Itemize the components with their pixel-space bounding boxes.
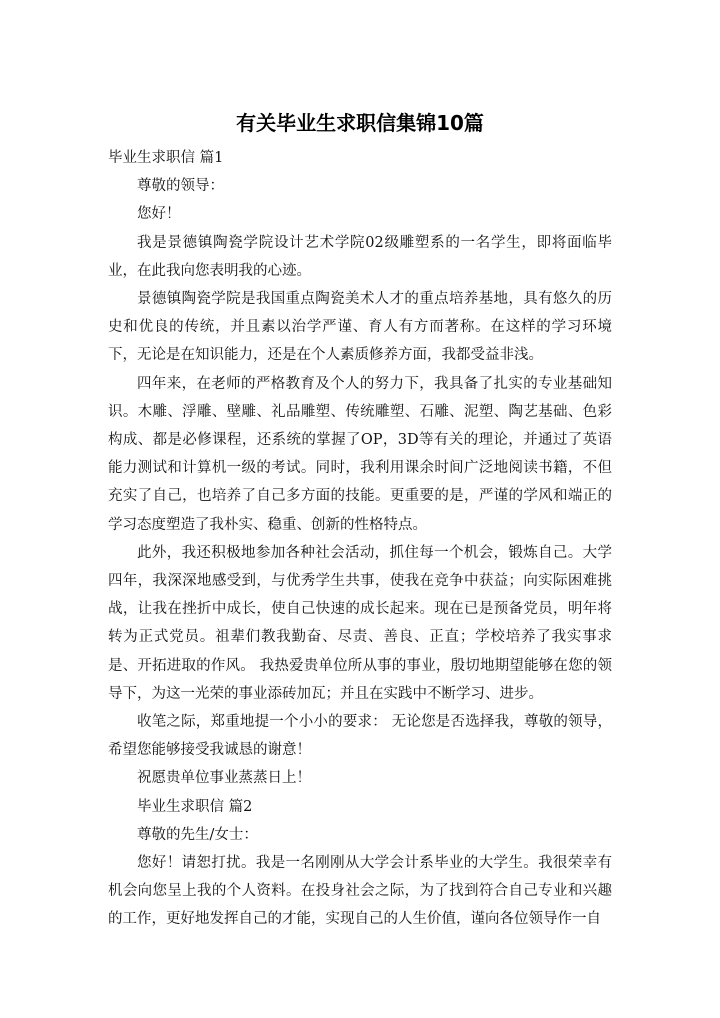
paragraph: 您好！请恕打扰。我是一名刚刚从大学会计系毕业的大学生。我很荣幸有机会向您呈上我的个人资料。在投身社会之际，为了找到符合自己专业和兴趣的工作，更好地发挥自己的才能，实现自己的人生价值，谨向各位领导作一自	[108, 855, 612, 928]
paragraph: 景德镇陶瓷学院是我国重点陶瓷美术人才的重点培养基地，具有悠久的历史和优良的传统，并且素以治学严谨、育人有方而著称。在这样的学习环境下，无论是在知识能力，还是在个人素质修养方面，我都受益非浅。	[108, 291, 612, 364]
paragraph: 我是景德镇陶瓷学院设计艺术学院02级雕塑系的一名学生，即将面临毕业，在此我向您表明我的心迹。	[108, 234, 612, 279]
document-body	[108, 144, 612, 934]
section-heading: 毕业生求职信 篇2	[137, 798, 253, 815]
section-heading: 毕业生求职信 篇1	[108, 150, 224, 166]
paragraph: 四年来，在老师的严格教育及个人的努力下，我具备了扎实的专业基础知识。木雕、浮雕、壁雕、礼品雕塑、传统雕塑、石雕、泥塑、陶艺基础、色彩构成、都是必修课程，还系统的掌握了OP，3D等有关的理论，并通过了英语能力测试和计算机一级的考试。同时，我利用课余时间广泛地阅读书籍，不但充实了自己，也培养了自己多方面的技能。更重要的是，严谨的学风和端正的学习态度塑造了我朴实、稳重、创新的性格特点。	[108, 375, 612, 533]
paragraph: 祝愿贵单位事业蒸蒸日上！	[137, 770, 311, 787]
paragraph: 收笔之际，郑重地提一个小小的要求： 无论您是否选择我，尊敬的领导，希望您能够接受我诚恳的谢意！	[108, 714, 612, 759]
paragraph: 尊敬的先生/女士：	[137, 826, 258, 843]
document-title: 有关毕业生求职信集锦10篇	[236, 111, 484, 135]
paragraph: 您好！	[137, 206, 181, 223]
paragraph: 尊敬的领导：	[137, 178, 224, 195]
paragraph: 此外，我还积极地参加各种社会活动，抓住每一个机会，锻炼自己。大学四年，我深深地感受到，与优秀学生共事，使我在竞争中获益；向实际困难挑战，让我在挫折中成长，使自己快速的成长起来。现在已是预备党员，明年将转为正式党员。祖辈们教我勤奋、尽责、善良、正直；学校培养了我实事求是、开拓进取的作风。 我热爱贵单位所从事的事业，殷切地期望能够在您的领导下，为这一光荣的事业添砖加瓦；并且在实践中不断学习、进步。	[108, 544, 612, 702]
